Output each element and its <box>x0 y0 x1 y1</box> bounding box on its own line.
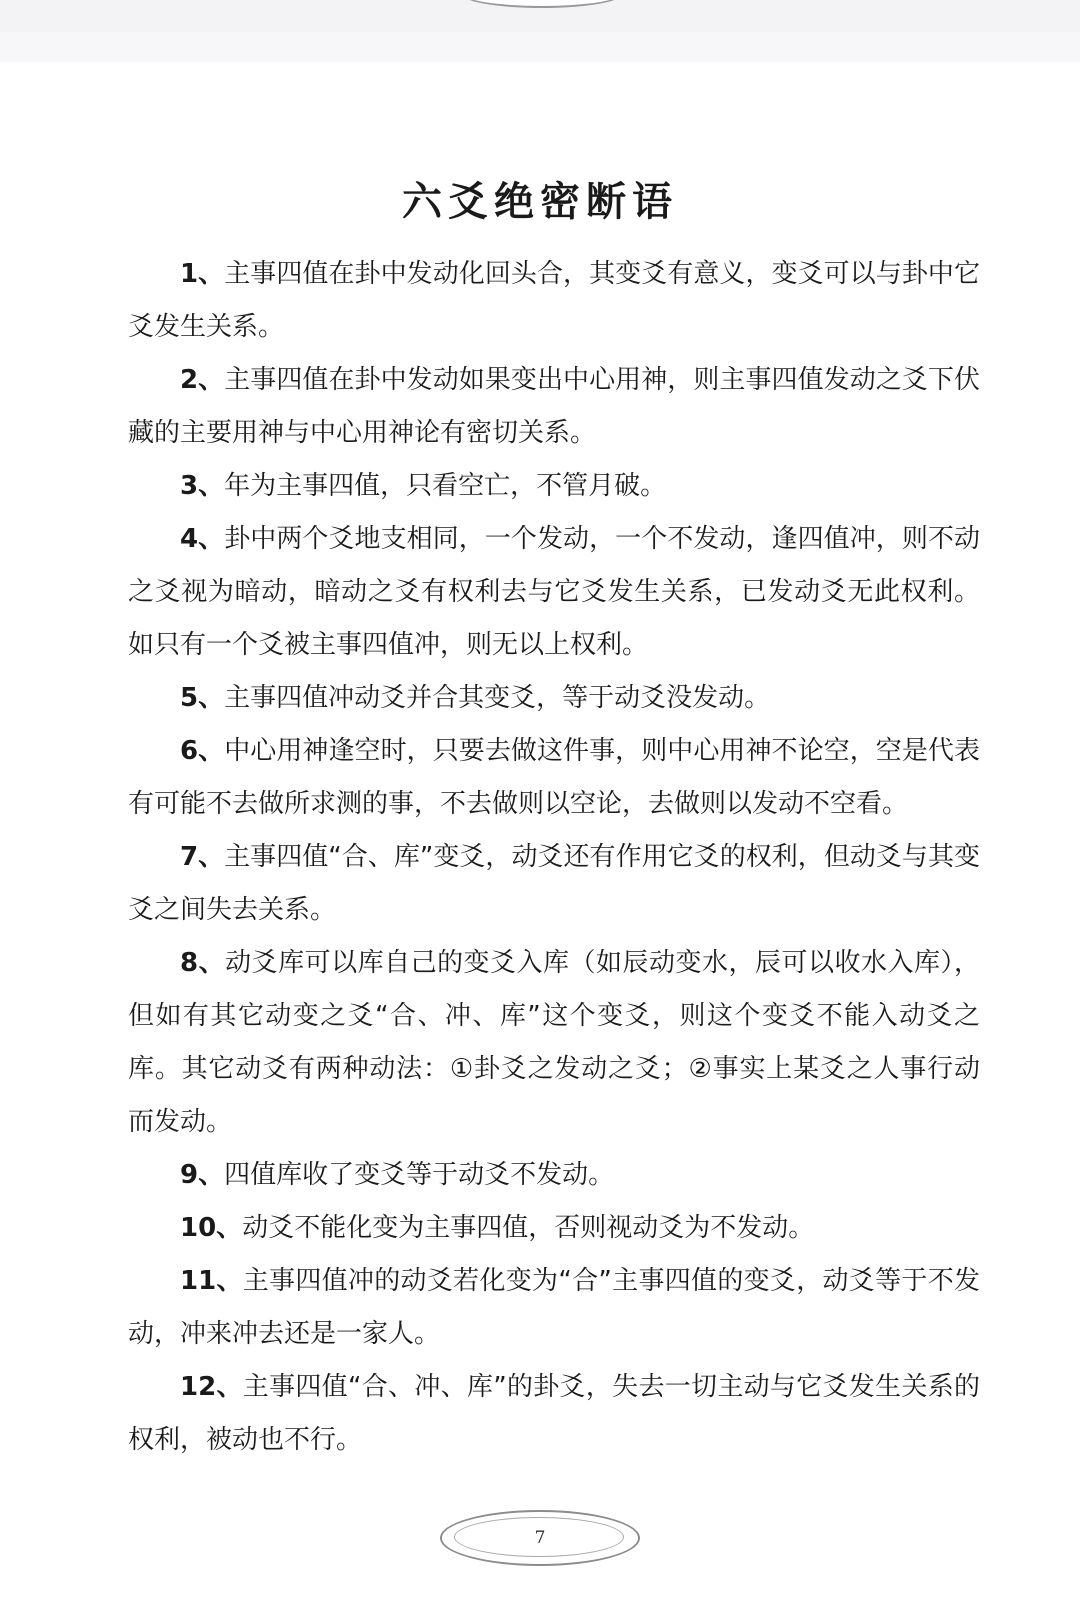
page-number: 7 <box>534 1528 546 1548</box>
paragraph-number: 6、 <box>180 736 225 766</box>
paragraph <box>128 725 980 831</box>
document-page <box>0 62 1080 1616</box>
paragraph-number: 7、 <box>180 842 225 872</box>
paragraph <box>128 672 980 725</box>
paragraph-number: 2、 <box>180 365 225 395</box>
paragraph-number: 11、 <box>180 1266 243 1296</box>
paragraph-number: 3、 <box>180 471 225 501</box>
paragraph-text: 主事四值在卦中发动如果变出中心用神，则主事四值发动之爻下伏藏的主要用神与中心用神论有密切关系。 <box>128 365 980 448</box>
paragraph-text: 四值库收了变爻等于动爻不发动。 <box>224 1160 615 1190</box>
paragraph <box>128 248 980 354</box>
paragraph-text: 主事四值“合、冲、库”的卦爻，失去一切主动与它爻发生关系的权利，被动也不行。 <box>128 1372 980 1455</box>
page-title: 六爻绝密断语 <box>402 178 678 225</box>
paragraph-text: 动爻库可以库自己的变爻入库（如辰动变水，辰可以收水入库），但如有其它动变之爻“合、冲、库”这个变爻，则这个变爻不能入动爻之库。其它动爻有两种动法：①卦爻之发动之爻；②事实上某爻之人事行动而发动。 <box>128 948 980 1137</box>
paragraph <box>128 1361 980 1467</box>
paragraph-number: 10、 <box>180 1213 243 1243</box>
paragraph <box>128 354 980 460</box>
paragraph-number: 9、 <box>180 1160 225 1190</box>
paragraph <box>128 937 980 1149</box>
paragraph-number: 8、 <box>180 948 226 978</box>
paragraph-number: 1、 <box>180 259 225 289</box>
paragraph-text: 中心用神逢空时，只要去做这件事，则中心用神不论空，空是代表有可能不去做所求测的事，不去做则以空论，去做则以发动不空看。 <box>128 736 980 819</box>
paragraph-text: 主事四值“合、库”变爻，动爻还有作用它爻的权利，但动爻与其变爻之间失去关系。 <box>128 842 980 925</box>
paragraph <box>128 831 980 937</box>
paragraph-text: 主事四值在卦中发动化回头合，其变爻有意义，变爻可以与卦中它爻发生关系。 <box>128 259 980 342</box>
paragraph-text: 卦中两个爻地支相同，一个发动，一个不发动，逢四值冲，则不动之爻视为暗动，暗动之爻有权利去与它爻发生关系，已发动爻无此权利。如只有一个爻被主事四值冲，则无以上权利。 <box>128 524 980 660</box>
paragraph-number: 4、 <box>180 524 225 554</box>
paragraph-text: 年为主事四值，只看空亡，不管月破。 <box>224 471 667 501</box>
paragraph <box>128 1255 980 1361</box>
paragraph-text: 主事四值冲动爻并合其变爻，等于动爻没发动。 <box>224 683 771 713</box>
paragraph-text: 主事四值冲的动爻若化变为“合”主事四值的变爻，动爻等于不发动，冲来冲去还是一家人。 <box>128 1266 980 1349</box>
page-number-badge <box>440 1510 640 1566</box>
paragraph <box>128 1149 980 1202</box>
paragraph-number: 5、 <box>180 683 225 713</box>
paragraph-number: 12、 <box>180 1372 243 1402</box>
paragraph-list <box>128 248 980 1467</box>
top-band-gap <box>0 32 1080 62</box>
paragraph <box>128 460 980 513</box>
paragraph <box>128 1202 980 1255</box>
paragraph-text: 动爻不能化变为主事四值，否则视动爻为不发动。 <box>242 1213 815 1243</box>
paragraph <box>128 513 980 672</box>
